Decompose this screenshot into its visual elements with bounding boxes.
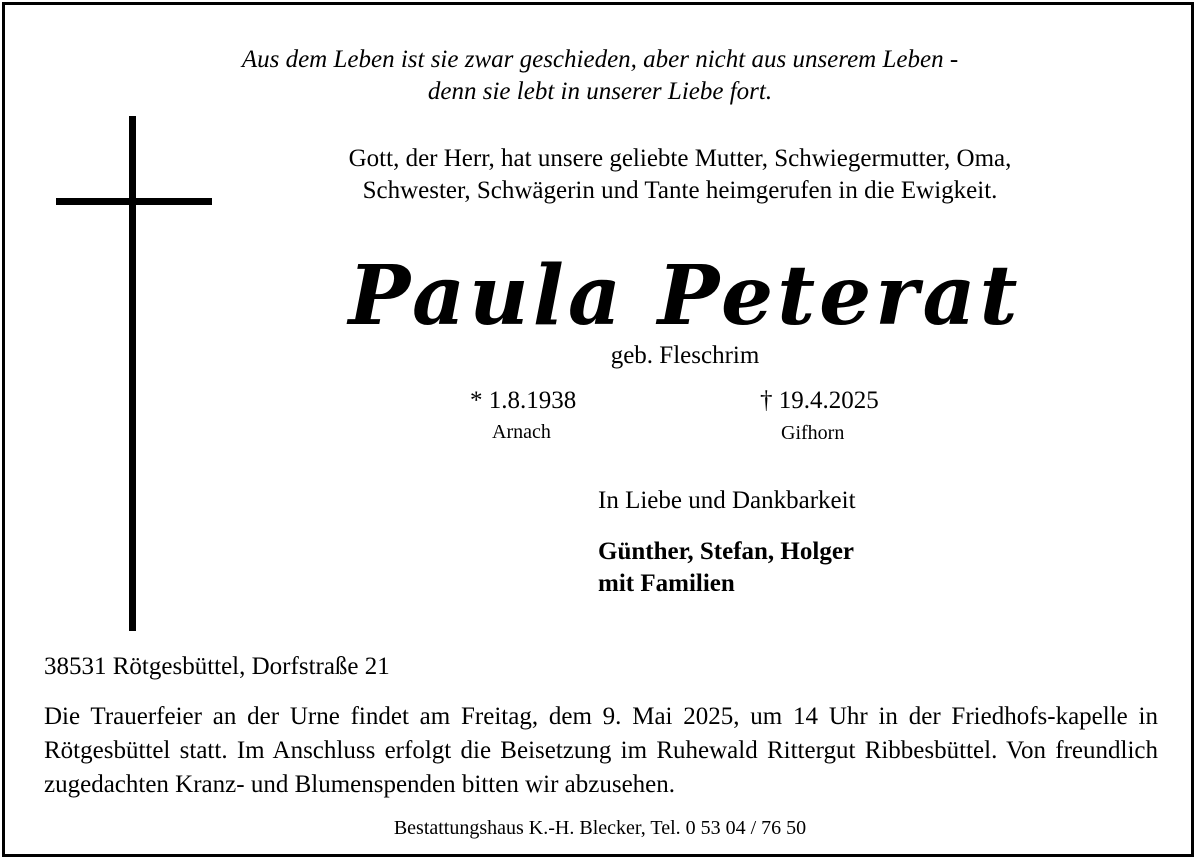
funeral-notice: Die Trauerfeier an der Urne findet am Freitag, dem 9. Mai 2025, um 14 Uhr in der Friedhofs-kapelle in Rötgesbüttel statt. Im Anschluss erfolgt die Beisetzung im Ruhewald Rittergut Ribbesbüttel. Von freundlich zugedachten Kranz- und Blumenspenden bitten wir abzusehen. xyxy=(44,703,1158,798)
mourner-names: Günther, Stefan, Holger xyxy=(598,538,855,565)
birth-name: geb. Fleschrim xyxy=(610,342,760,369)
birth-date: * 1.8.1938 xyxy=(470,387,577,414)
death-place: Gifhorn xyxy=(781,422,845,444)
undertaker-contact: Bestattungshaus K.-H. Blecker, Tel. 0 53 04 / 76 50 xyxy=(393,817,807,839)
thanks-line: In Liebe und Dankbarkeit xyxy=(598,487,856,514)
intro-line-2: Schwester, Schwägerin und Tante heimgerufen in die Ewigkeit. xyxy=(362,177,998,204)
intro-line-1: Gott, der Herr, hat unsere geliebte Mutter, Schwiegermutter, Oma, xyxy=(348,145,1012,172)
mourner-families: mit Familien xyxy=(598,570,735,597)
address: 38531 Rötgesbüttel, Dorfstraße 21 xyxy=(44,653,390,680)
death-date: † 19.4.2025 xyxy=(760,387,879,414)
birth-place: Arnach xyxy=(492,421,551,443)
cross-icon-vertical xyxy=(129,116,136,631)
motto-line-1: Aus dem Leben ist sie zwar geschieden, aber nicht aus unserem Leben - xyxy=(241,46,959,73)
cross-icon-horizontal xyxy=(56,198,212,205)
deceased-name: Paula Peterat xyxy=(348,248,1022,344)
motto-line-2: denn sie lebt in unserer Liebe fort. xyxy=(427,78,773,105)
